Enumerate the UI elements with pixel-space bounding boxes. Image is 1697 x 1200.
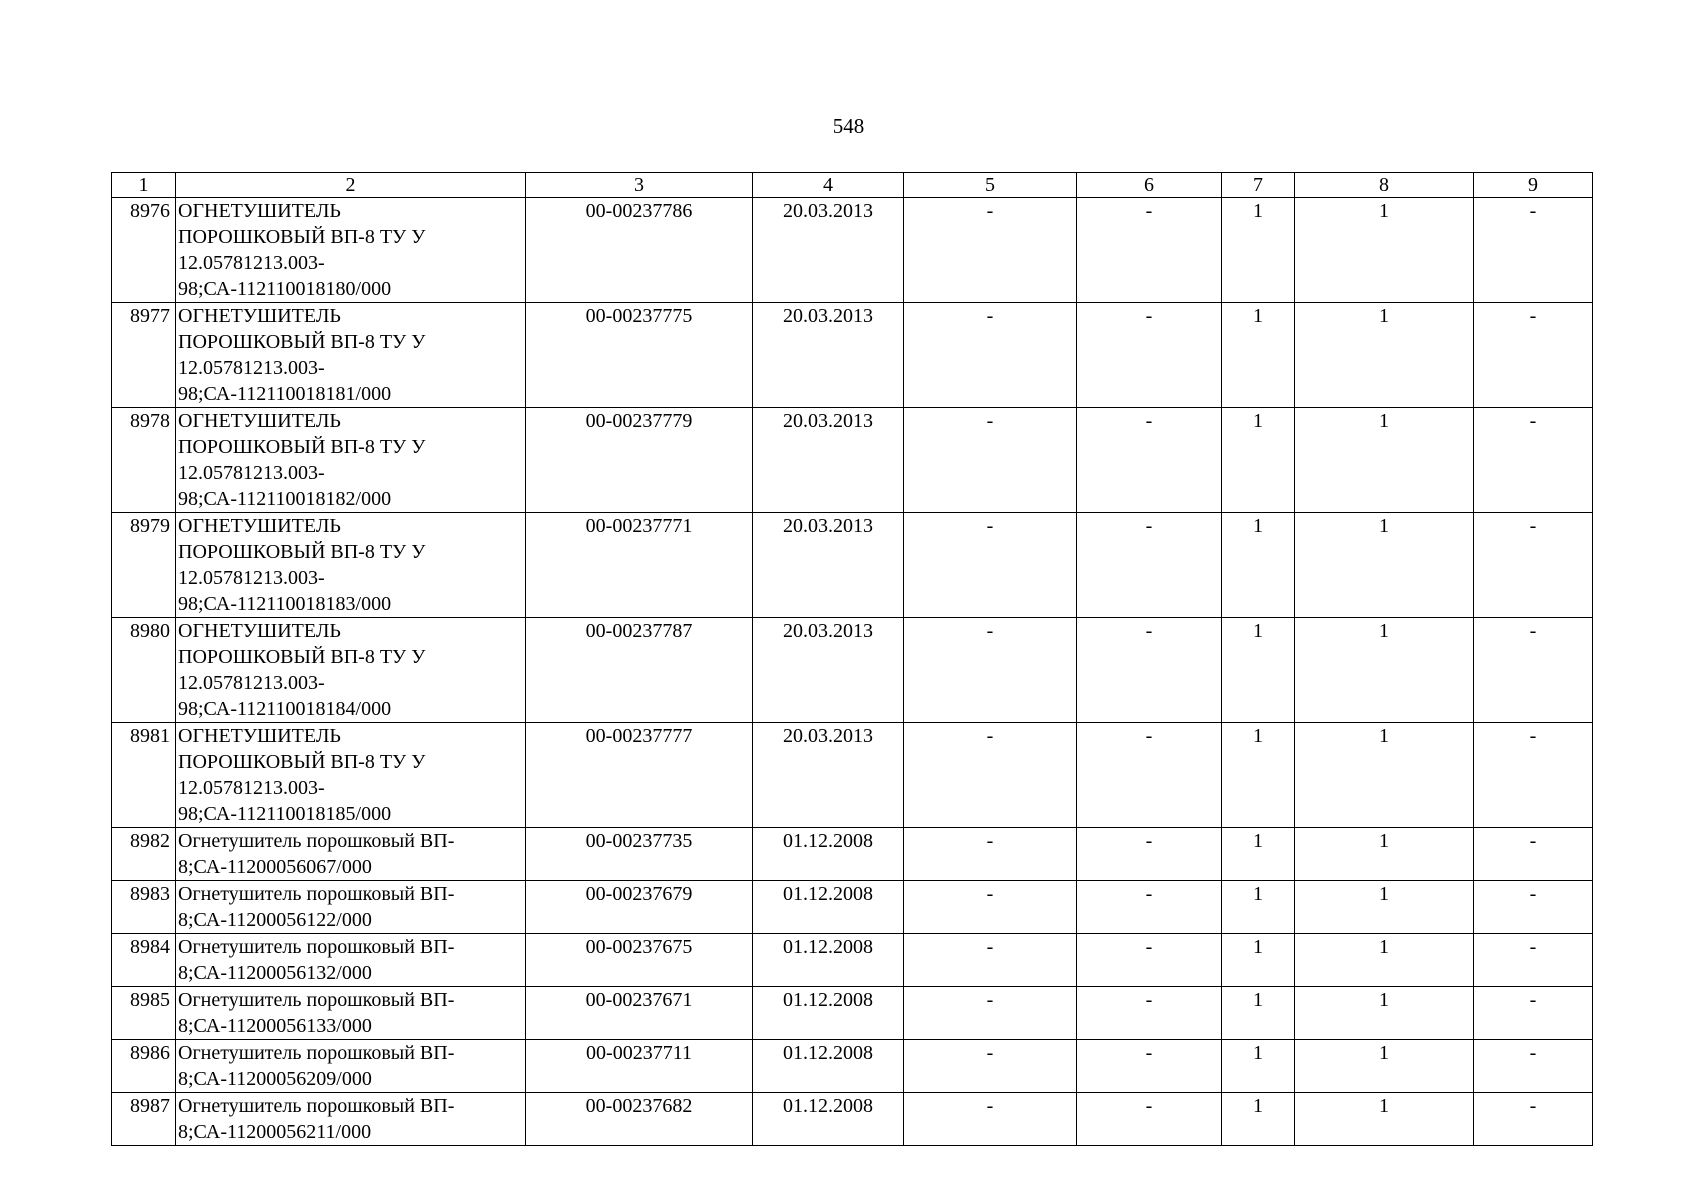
column-6-cell: - [1077, 828, 1222, 881]
item-name-line: Огнетушитель порошковый ВП- [178, 1095, 455, 1117]
date-cell: 01.12.2008 [753, 1040, 904, 1093]
column-9-cell: - [1474, 723, 1593, 828]
column-7-cell: 1 [1222, 934, 1295, 987]
item-name-cell [176, 723, 526, 828]
column-header: 2 [176, 173, 526, 198]
column-8-cell: 1 [1295, 987, 1474, 1040]
item-name-line: 12.05781213.003- [178, 357, 325, 379]
column-6-cell: - [1077, 934, 1222, 987]
column-5-cell: - [904, 198, 1077, 303]
inventory-code-cell: 00-00237775 [526, 303, 753, 408]
table-row [112, 408, 1593, 513]
table-row [112, 618, 1593, 723]
column-7-cell: 1 [1222, 723, 1295, 828]
inventory-code-cell: 00-00237671 [526, 987, 753, 1040]
date-cell: 20.03.2013 [753, 303, 904, 408]
item-name-line: ОГНЕТУШИТЕЛЬ [178, 200, 341, 222]
row-number-cell: 8986 [112, 1040, 176, 1093]
column-header: 4 [753, 173, 904, 198]
row-number-cell: 8981 [112, 723, 176, 828]
column-5-cell: - [904, 303, 1077, 408]
column-7-cell: 1 [1222, 198, 1295, 303]
item-name-line: Огнетушитель порошковый ВП- [178, 830, 455, 852]
column-5-cell: - [904, 1040, 1077, 1093]
item-name-cell [176, 408, 526, 513]
column-9-cell: - [1474, 987, 1593, 1040]
column-8-cell: 1 [1295, 1040, 1474, 1093]
column-header: 7 [1222, 173, 1295, 198]
inventory-code-cell: 00-00237711 [526, 1040, 753, 1093]
item-name-line: 8;СА-11200056122/000 [178, 909, 372, 931]
column-5-cell: - [904, 513, 1077, 618]
column-6-cell: - [1077, 198, 1222, 303]
item-name-line: Огнетушитель порошковый ВП- [178, 936, 455, 958]
column-5-cell: - [904, 618, 1077, 723]
column-9-cell: - [1474, 408, 1593, 513]
table-row [112, 198, 1593, 303]
item-name-line: Огнетушитель порошковый ВП- [178, 883, 455, 905]
item-name-line: ОГНЕТУШИТЕЛЬ [178, 725, 341, 747]
item-name-line: 12.05781213.003- [178, 567, 325, 589]
inventory-code-cell: 00-00237771 [526, 513, 753, 618]
item-name-line: ПОРОШКОВЫЙ ВП-8 ТУ У [178, 436, 426, 458]
column-9-cell: - [1474, 303, 1593, 408]
item-name-line: 12.05781213.003- [178, 462, 325, 484]
item-name-line: ПОРОШКОВЫЙ ВП-8 ТУ У [178, 331, 426, 353]
column-7-cell: 1 [1222, 828, 1295, 881]
column-5-cell: - [904, 828, 1077, 881]
column-6-cell: - [1077, 723, 1222, 828]
table-row [112, 303, 1593, 408]
column-8-cell: 1 [1295, 198, 1474, 303]
item-name-line: ПОРОШКОВЫЙ ВП-8 ТУ У [178, 541, 426, 563]
date-cell: 20.03.2013 [753, 723, 904, 828]
inventory-code-cell: 00-00237779 [526, 408, 753, 513]
column-header: 6 [1077, 173, 1222, 198]
page-number: 548 [832, 114, 865, 138]
item-name-line: ПОРОШКОВЫЙ ВП-8 ТУ У [178, 751, 426, 773]
item-name-line: Огнетушитель порошковый ВП- [178, 989, 455, 1011]
item-name-cell [176, 828, 526, 881]
column-9-cell: - [1474, 1093, 1593, 1146]
column-9-cell: - [1474, 618, 1593, 723]
item-name-cell [176, 198, 526, 303]
column-7-cell: 1 [1222, 881, 1295, 934]
item-name-line: 12.05781213.003- [178, 252, 325, 274]
item-name-cell [176, 513, 526, 618]
item-name-line: 98;СА-112110018185/000 [178, 803, 392, 825]
date-cell: 01.12.2008 [753, 828, 904, 881]
column-8-cell: 1 [1295, 828, 1474, 881]
inventory-code-cell: 00-00237735 [526, 828, 753, 881]
item-name-line: 98;СА-112110018184/000 [178, 698, 392, 720]
item-name-cell [176, 934, 526, 987]
item-name-line: ОГНЕТУШИТЕЛЬ [178, 410, 341, 432]
item-name-line: 98;СА-112110018180/000 [178, 278, 392, 300]
row-number-cell: 8985 [112, 987, 176, 1040]
inventory-code-cell: 00-00237679 [526, 881, 753, 934]
item-name-line: ОГНЕТУШИТЕЛЬ [178, 305, 341, 327]
table-header-row [112, 173, 1593, 198]
date-cell: 01.12.2008 [753, 987, 904, 1040]
registry-table [111, 172, 1593, 1146]
column-9-cell: - [1474, 1040, 1593, 1093]
inventory-code-cell: 00-00237777 [526, 723, 753, 828]
column-8-cell: 1 [1295, 934, 1474, 987]
item-name-line: 8;СА-11200056067/000 [178, 856, 372, 878]
column-9-cell: - [1474, 513, 1593, 618]
item-name-line: 8;СА-11200056132/000 [178, 962, 372, 984]
row-number-cell: 8987 [112, 1093, 176, 1146]
column-7-cell: 1 [1222, 303, 1295, 408]
column-8-cell: 1 [1295, 1093, 1474, 1146]
table-row [112, 723, 1593, 828]
column-5-cell: - [904, 881, 1077, 934]
column-5-cell: - [904, 1093, 1077, 1146]
table-row [112, 1093, 1593, 1146]
item-name-line: 12.05781213.003- [178, 672, 325, 694]
table-body [112, 198, 1593, 1146]
column-7-cell: 1 [1222, 987, 1295, 1040]
date-cell: 20.03.2013 [753, 513, 904, 618]
column-9-cell: - [1474, 828, 1593, 881]
table-row [112, 934, 1593, 987]
table-row [112, 513, 1593, 618]
item-name-line: 8;СА-11200056209/000 [178, 1068, 372, 1090]
column-8-cell: 1 [1295, 723, 1474, 828]
date-cell: 20.03.2013 [753, 198, 904, 303]
column-5-cell: - [904, 408, 1077, 513]
column-header: 9 [1474, 173, 1593, 198]
inventory-code-cell: 00-00237786 [526, 198, 753, 303]
row-number-cell: 8983 [112, 881, 176, 934]
column-7-cell: 1 [1222, 408, 1295, 513]
column-8-cell: 1 [1295, 881, 1474, 934]
column-6-cell: - [1077, 1040, 1222, 1093]
column-8-cell: 1 [1295, 513, 1474, 618]
column-9-cell: - [1474, 198, 1593, 303]
item-name-line: ПОРОШКОВЫЙ ВП-8 ТУ У [178, 226, 426, 248]
inventory-code-cell: 00-00237675 [526, 934, 753, 987]
column-6-cell: - [1077, 408, 1222, 513]
column-header: 3 [526, 173, 753, 198]
item-name-cell [176, 881, 526, 934]
column-header: 5 [904, 173, 1077, 198]
column-5-cell: - [904, 934, 1077, 987]
date-cell: 01.12.2008 [753, 934, 904, 987]
item-name-line: 98;СА-112110018181/000 [178, 383, 392, 405]
item-name-line: 8;СА-11200056211/000 [178, 1121, 372, 1143]
row-number-cell: 8977 [112, 303, 176, 408]
date-cell: 20.03.2013 [753, 408, 904, 513]
item-name-cell [176, 1040, 526, 1093]
table-row [112, 881, 1593, 934]
column-7-cell: 1 [1222, 513, 1295, 618]
date-cell: 20.03.2013 [753, 618, 904, 723]
column-6-cell: - [1077, 303, 1222, 408]
table-row [112, 828, 1593, 881]
column-header: 8 [1295, 173, 1474, 198]
column-6-cell: - [1077, 1093, 1222, 1146]
column-6-cell: - [1077, 987, 1222, 1040]
inventory-code-cell: 00-00237682 [526, 1093, 753, 1146]
column-6-cell: - [1077, 881, 1222, 934]
item-name-line: ПОРОШКОВЫЙ ВП-8 ТУ У [178, 646, 426, 668]
item-name-line: ОГНЕТУШИТЕЛЬ [178, 620, 341, 642]
column-9-cell: - [1474, 934, 1593, 987]
column-7-cell: 1 [1222, 1093, 1295, 1146]
column-6-cell: - [1077, 618, 1222, 723]
column-8-cell: 1 [1295, 618, 1474, 723]
item-name-line: 98;СА-112110018182/000 [178, 488, 392, 510]
row-number-cell: 8984 [112, 934, 176, 987]
item-name-cell [176, 618, 526, 723]
item-name-line: 98;СА-112110018183/000 [178, 593, 392, 615]
column-9-cell: - [1474, 881, 1593, 934]
item-name-cell [176, 1093, 526, 1146]
column-7-cell: 1 [1222, 618, 1295, 723]
item-name-line: Огнетушитель порошковый ВП- [178, 1042, 455, 1064]
item-name-line: 8;СА-11200056133/000 [178, 1015, 372, 1037]
item-name-cell [176, 987, 526, 1040]
row-number-cell: 8982 [112, 828, 176, 881]
row-number-cell: 8976 [112, 198, 176, 303]
row-number-cell: 8978 [112, 408, 176, 513]
column-8-cell: 1 [1295, 303, 1474, 408]
item-name-line: ОГНЕТУШИТЕЛЬ [178, 515, 341, 537]
table-row [112, 987, 1593, 1040]
item-name-cell [176, 303, 526, 408]
table-row [112, 1040, 1593, 1093]
column-5-cell: - [904, 987, 1077, 1040]
column-6-cell: - [1077, 513, 1222, 618]
column-header: 1 [112, 173, 176, 198]
column-7-cell: 1 [1222, 1040, 1295, 1093]
row-number-cell: 8979 [112, 513, 176, 618]
date-cell: 01.12.2008 [753, 1093, 904, 1146]
row-number-cell: 8980 [112, 618, 176, 723]
date-cell: 01.12.2008 [753, 881, 904, 934]
inventory-code-cell: 00-00237787 [526, 618, 753, 723]
column-5-cell: - [904, 723, 1077, 828]
item-name-line: 12.05781213.003- [178, 777, 325, 799]
column-8-cell: 1 [1295, 408, 1474, 513]
